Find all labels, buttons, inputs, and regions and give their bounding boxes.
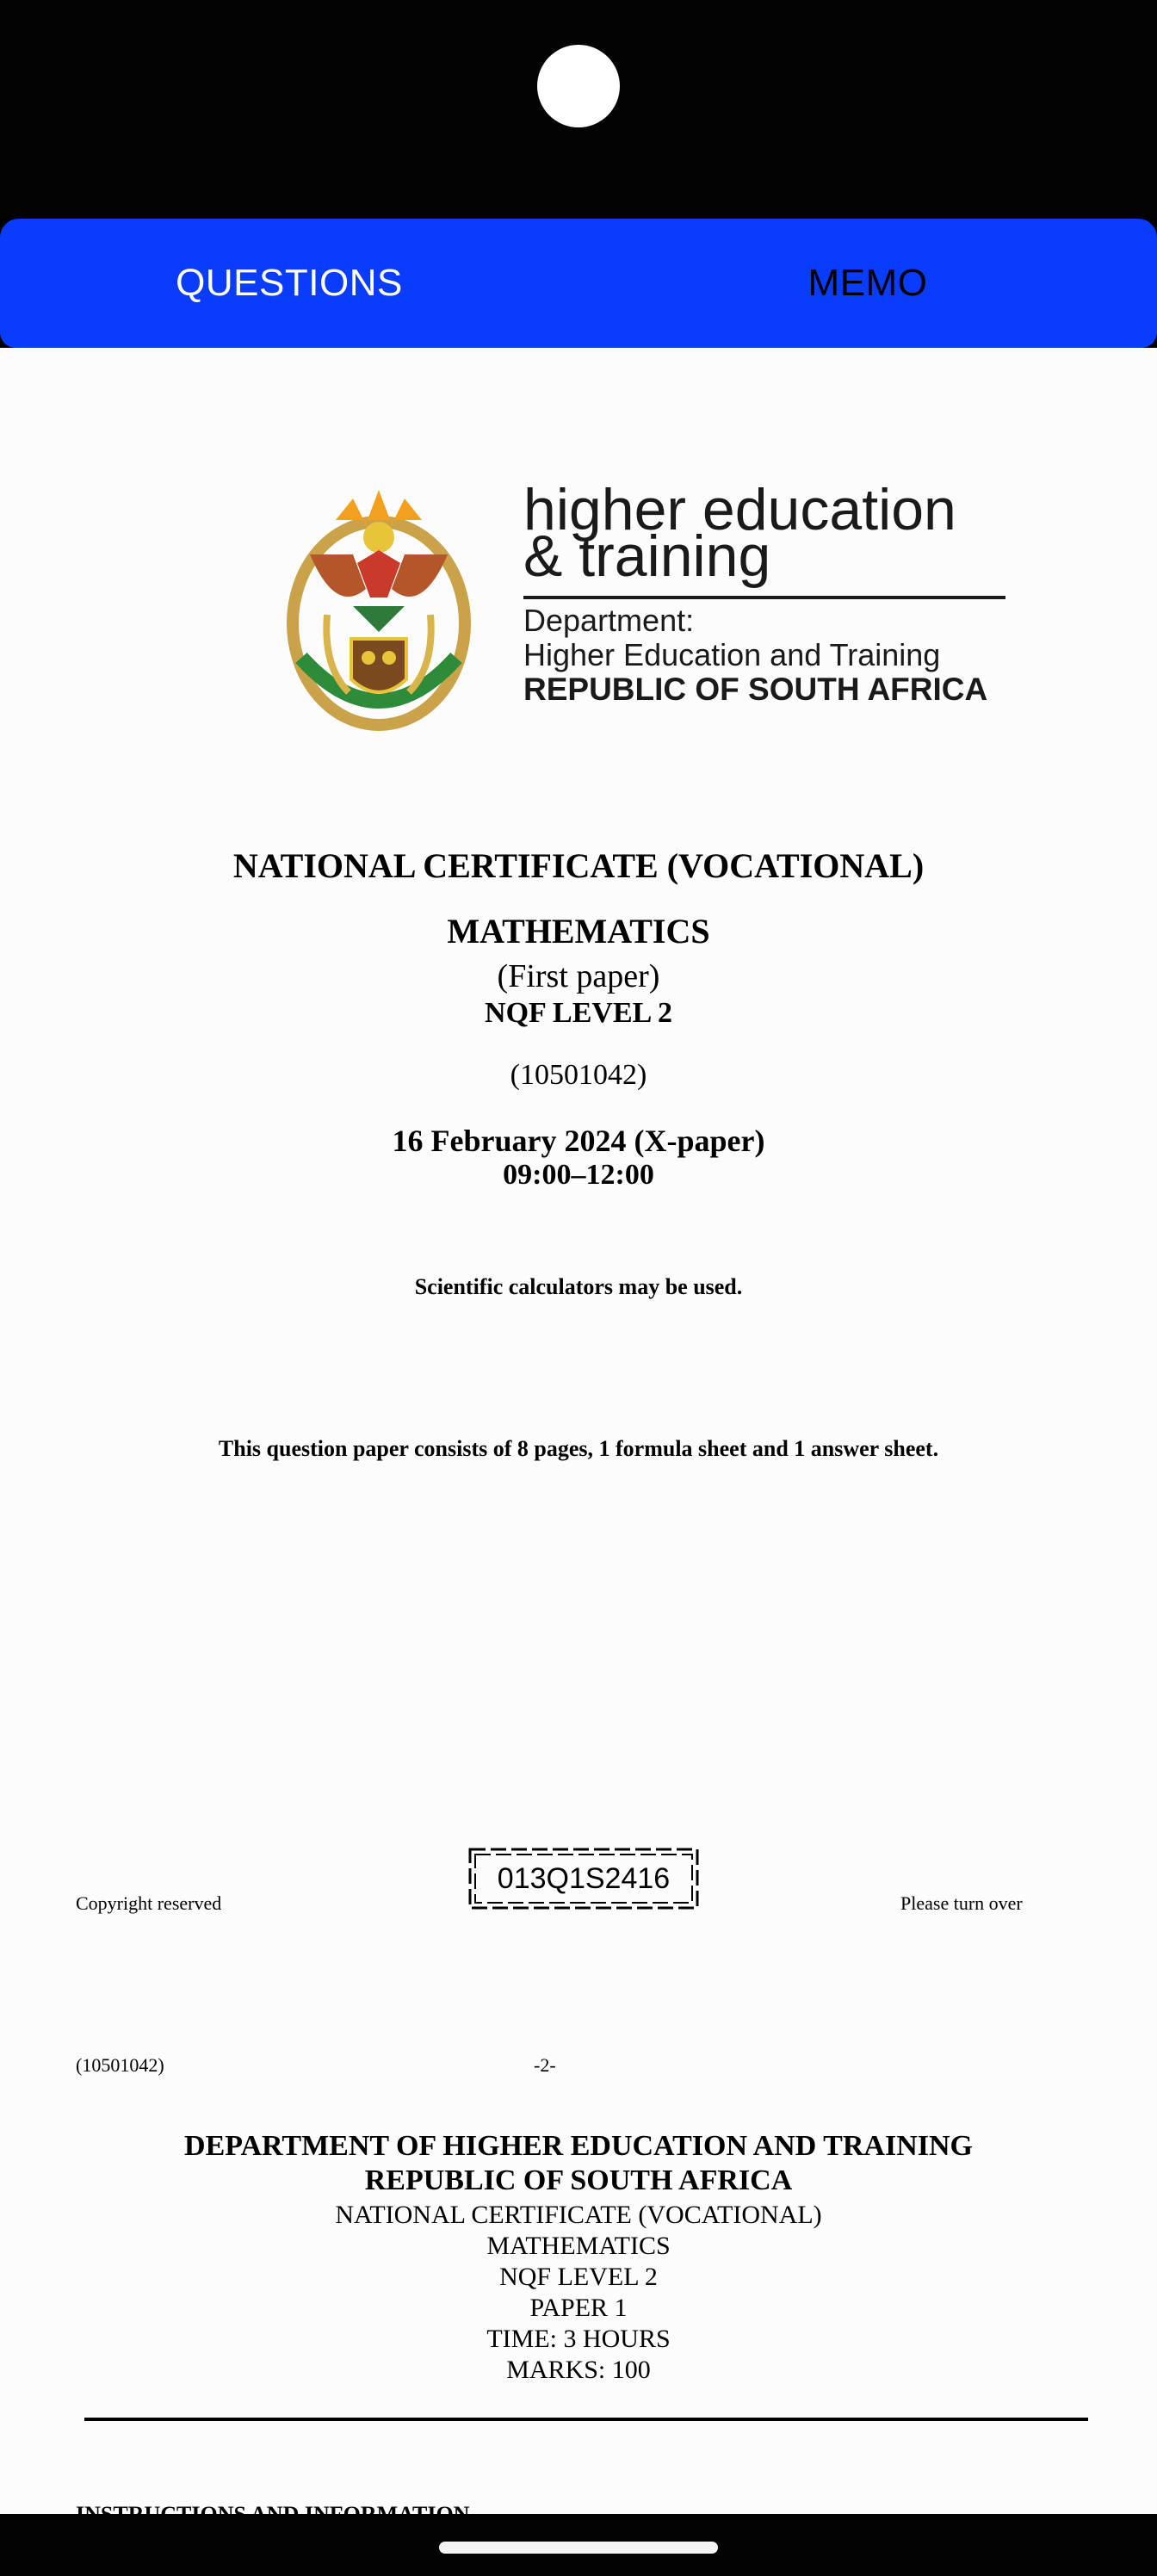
- turn-over-text: Please turn over: [900, 1892, 1023, 1914]
- status-bar: [0, 0, 1157, 219]
- brand-rule: [523, 596, 1005, 601]
- paper-barcode: [465, 1844, 702, 1913]
- brand-line-1: higher education: [523, 477, 956, 542]
- tab-memo[interactable]: MEMO: [807, 262, 928, 304]
- copyright-text: Copyright reserved: [76, 1892, 222, 1914]
- pages-note: This question paper consists of 8 pages, 1 formula sheet and 1 answer sheet.: [218, 1436, 939, 1461]
- page2-level: NQF LEVEL 2: [499, 2263, 658, 2291]
- dept-line-3: REPUBLIC OF SOUTH AFRICA: [523, 672, 988, 707]
- tab-bar: [0, 219, 1157, 348]
- brand-line-2: & training: [523, 523, 771, 589]
- page2-number: -2-: [534, 2054, 556, 2076]
- exam-date: 16 February 2024 (X-paper): [392, 1124, 765, 1158]
- certificate-title: NATIONAL CERTIFICATE (VOCATIONAL): [232, 846, 925, 885]
- dept-line-1: Department:: [523, 603, 695, 638]
- barcode-text: 013Q1S2416: [497, 1861, 671, 1895]
- page2-paper: PAPER 1: [529, 2294, 628, 2322]
- page2-time: TIME: 3 HOURS: [486, 2325, 671, 2353]
- nqf-level: NQF LEVEL 2: [485, 997, 672, 1029]
- exam-time: 09:00–12:00: [503, 1159, 654, 1191]
- front-camera: [537, 45, 620, 127]
- page2-certificate: NATIONAL CERTIFICATE (VOCATIONAL): [335, 2201, 822, 2229]
- page2-marks: MARKS: 100: [506, 2356, 651, 2384]
- document-viewer[interactable]: [0, 348, 1157, 2514]
- page2-code: (10501042): [76, 2054, 164, 2076]
- page2-dept-line-1: DEPARTMENT OF HIGHER EDUCATION AND TRAINING: [184, 2130, 973, 2162]
- tab-questions[interactable]: QUESTIONS: [176, 262, 403, 304]
- paper-subtitle: (First paper): [497, 958, 660, 994]
- dept-line-2: Higher Education and Training: [523, 637, 941, 672]
- calculator-note: Scientific calculators may be used.: [414, 1274, 743, 1299]
- home-indicator[interactable]: [439, 2542, 718, 2554]
- subject-title: MATHEMATICS: [447, 912, 710, 951]
- dhet-logo: [275, 477, 1033, 735]
- page2-subject: MATHEMATICS: [486, 2232, 671, 2260]
- coat-of-arms-icon: [275, 486, 482, 735]
- page2-divider: [84, 2418, 1088, 2421]
- paper-code: (10501042): [510, 1059, 647, 1091]
- page2-dept-line-2: REPUBLIC OF SOUTH AFRICA: [364, 2164, 793, 2196]
